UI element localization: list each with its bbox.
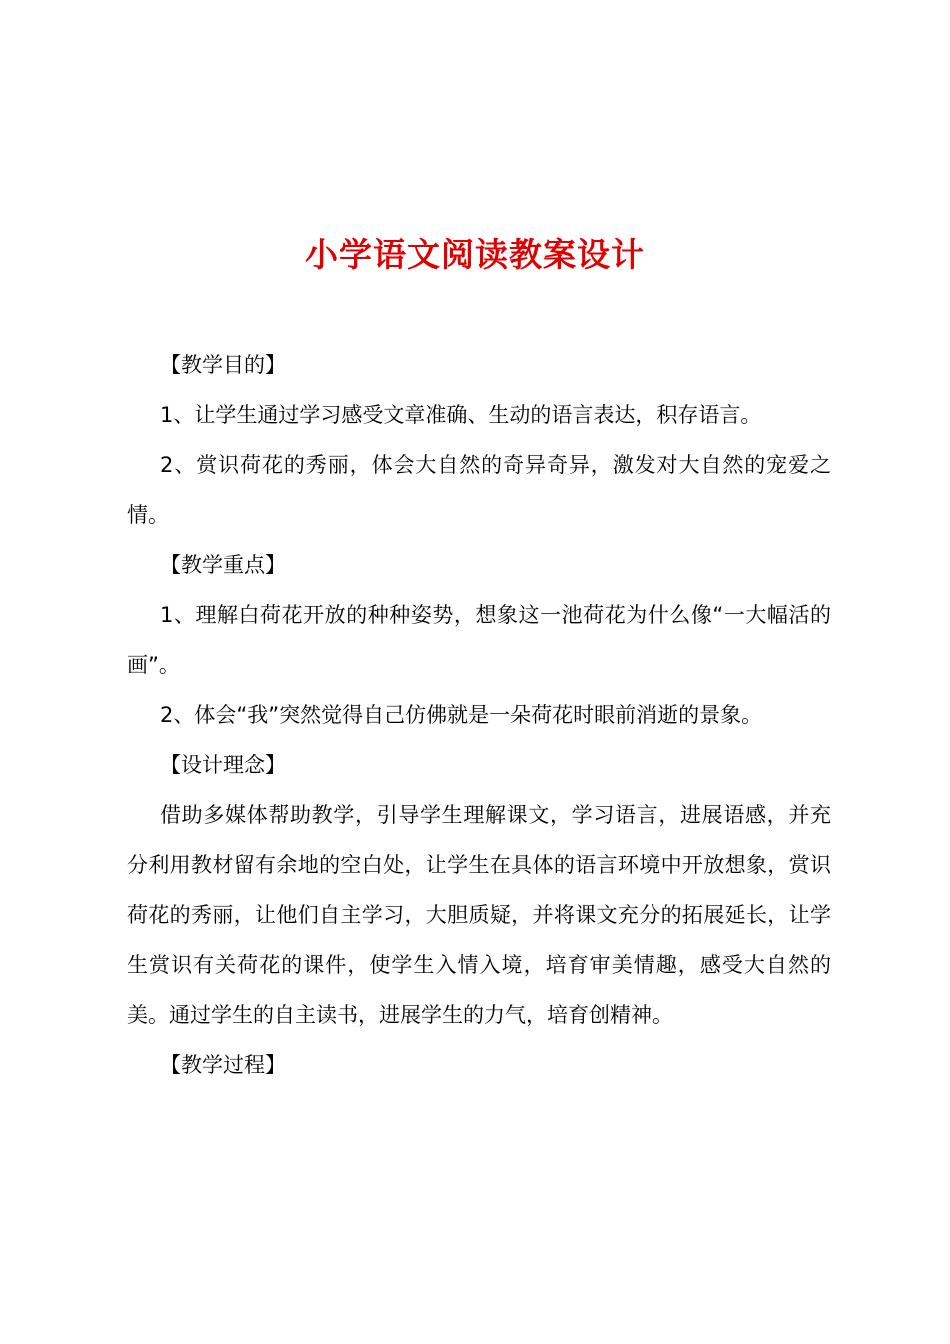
- section-heading-design-concept: 【设计理念】: [160, 753, 286, 777]
- paragraph: 2、体会“我”突然觉得自己仿佛就是一朵荷花时眼前消逝的景象。: [160, 703, 763, 727]
- document-body: [127, 340, 831, 1090]
- section-heading-teaching-goals: 【教学目的】: [160, 353, 286, 377]
- paragraph: 借助多媒体帮助教学，引导学生理解课文，学习语言，进展语感，并充分利用教材留有余地的空白处，让学生在具体的语言环境中开放想象，赏识荷花的秀丽，让他们自主学习，大胆质疑，并将课文充分的拓展延长，让学生赏识有关荷花的课件，使学生入情入境，培育审美情趣，感受大自然的美。通过学生的自主读书，进展学生的力气，培育创精神。: [127, 803, 831, 1027]
- paragraph: 1、让学生通过学习感受文章准确、生动的语言表达，积存语言。: [160, 403, 762, 427]
- section-heading-teaching-process: 【教学过程】: [160, 1053, 286, 1077]
- paragraph: 2、赏识荷花的秀丽，体会大自然的奇异奇异，激发对大自然的宠爱之情。: [127, 453, 831, 527]
- document-title: 小学语文阅读教案设计: [305, 235, 645, 275]
- paragraph: 1、理解白荷花开放的种种姿势，想象这一池荷花为什么像“一大幅活的画”。: [127, 603, 831, 677]
- section-heading-teaching-focus: 【教学重点】: [160, 553, 286, 577]
